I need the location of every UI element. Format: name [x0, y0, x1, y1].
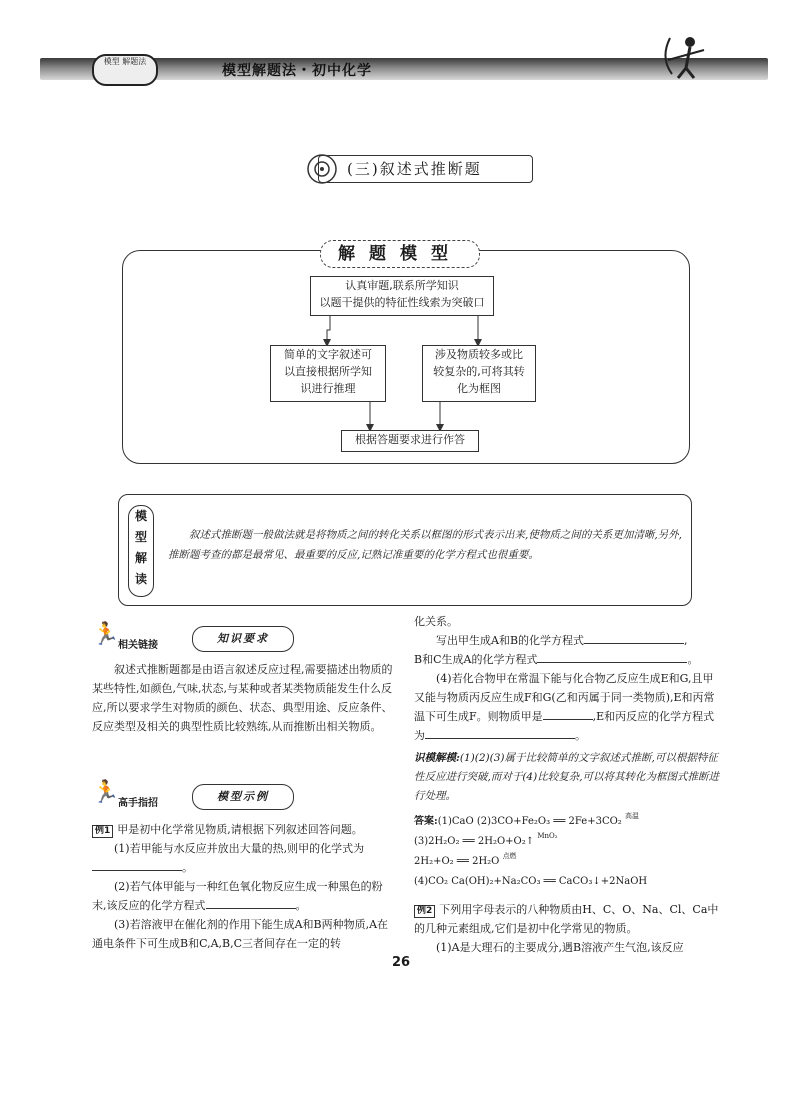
example1-num: 例1	[92, 825, 113, 838]
flowchart-arrows	[0, 0, 800, 470]
related-oval: 知识要求	[192, 626, 294, 652]
r1: 化关系。	[414, 615, 458, 628]
r4: (4)若化合物甲在常温下能与化合物乙反应生成E和G,且甲又能与物质丙反应生成F和G(乙和丙属于同一类物质),E和丙常温下可生成F。则物质甲是	[414, 672, 715, 723]
answer-blank[interactable]	[537, 650, 687, 663]
flow-text: 以直接根据所学知	[284, 365, 372, 378]
related-text: 叙述式推断题都是由语言叙述反应过程,需要描述出物质的某些特性,如颜色,气味,状态,与某种或者某类物质能发生什么反应,所以要求学生对物质的颜色、状态、典型用途、反应条件、反应类型及相关的典型性质比较熟练,从而推断出相关物质。	[92, 663, 393, 733]
flow-text: 认真审题,联系所学知识	[345, 279, 459, 292]
analysis-text: (1)(2)(3)属于比较简单的文字叙述式推断,可以根据特征性反应进行突破,而对于(4)比较复杂,可以将其转化为框图式推断进行处理。	[414, 752, 720, 802]
related-banner	[92, 622, 396, 652]
flow-text: 较复杂的,可将其转	[433, 365, 525, 378]
ans2: (3)2H₂O₂ ══ 2H₂O+O₂↑	[414, 836, 535, 847]
flow-step-review	[310, 276, 494, 316]
q1-part2: (2)若气体甲能与一种红色氧化物反应生成一种黑色的粉末,该反应的化学方程式	[92, 880, 383, 912]
page-number: 26	[392, 955, 411, 970]
runner-icon: 🏃	[92, 622, 120, 647]
example-label: 高手指招	[118, 798, 158, 809]
r4b: ,E和丙反应的化学方程式为	[414, 710, 715, 742]
example-oval: 模型示例	[192, 784, 294, 810]
runner-icon: 🏃	[92, 780, 120, 805]
model-title: 解题模型	[320, 240, 480, 268]
r3: B和C生成A的化学方程式	[414, 653, 538, 666]
example1-stem: 甲是初中化学常见物质,请根据下列叙述回答问题。	[117, 823, 363, 836]
flow-step-answer: 根据答题要求进行作答	[341, 430, 479, 452]
section-title: (三)叙述式推断题	[318, 155, 533, 183]
flow-text: 简单的文字叙述可	[284, 348, 372, 361]
header-badge-text: 模型 解题法	[103, 57, 147, 66]
related-text-block	[92, 660, 396, 736]
q1-part3: (3)若溶液甲在催化剂的作用下能生成A和B两种物质,A在通电条件下可生成B和C,A,B,C三者间存在一定的转	[92, 918, 389, 950]
answer-blank[interactable]	[92, 858, 182, 871]
flow-text: 化为框图	[457, 382, 501, 395]
answer-block	[414, 812, 720, 892]
flow-step-complex	[422, 345, 536, 402]
flow-step-simple	[270, 345, 386, 402]
flow-text: 以题干提供的特征性线索为突破口	[319, 296, 485, 309]
example-banner	[92, 780, 396, 810]
tag-char: 型	[134, 530, 147, 544]
interpretation-tag	[128, 505, 154, 597]
right-column: 化关系。 写出甲生成A和B的化学方程式 , B和C生成A的化学方程式 。 (4)若化合物甲在常温下能与化合物乙反应生成E和G,且甲又能与物质丙反应生成F和G(乙和丙属于同一类物质),E和丙常温下可生成F。则物质甲是 ,E和丙反应的化学方程式为 。 识模解模:(1)(2)(3)属于比较简单的文字叙述式推断,可以根据特征性反应进行突破,而对于(4)比较复杂,可以将其转化为框图式推断进行处理。 答案:(1)CaO (2)3CO+Fe₂O₃ ══ 2Fe+3CO₂ $^{高温}$ (3)2H₂O₂ ══ 2H₂O+O₂↑ $^{MnO_2}$ 2H₂+O₂ ══ 2H₂O $^{点燃}$ (4)CO₂ Ca(OH)₂+Na₂CO₃ ══ CaCO₃↓+2NaOH 例2 下列用字母表示的八种物质由H、C、O、Na、Cl、Ca中的几种元素组成,它们是初中化学常见的物质。 (1)A是大理石的主要成分,遇B溶液产生气泡,该反应	[414, 615, 720, 954]
ans3-cond: 点燃	[502, 852, 517, 860]
tag-char: 解	[134, 551, 147, 565]
answer-blank[interactable]	[543, 707, 593, 720]
example2-num: 例2	[414, 905, 435, 918]
related-label: 相关链接	[118, 640, 158, 651]
ans1: (1)CaO (2)3CO+Fe₂O₃ ══ 2Fe+3CO₂	[437, 816, 622, 827]
answer-blank[interactable]	[584, 631, 684, 644]
interpretation-text: 叙述式推断题一般做法就是将物质之间的转化关系以框图的形式表示出来,使物质之间的关系更加清晰,另外,推断题考查的都是最常见、最重要的反应,记熟记准重要的化学方程式也很重要。	[168, 529, 683, 561]
ans3: 2H₂+O₂ ══ 2H₂O	[414, 856, 500, 867]
q1-part1: (1)若甲能与水反应并放出大量的热,则甲的化学式为	[114, 842, 365, 855]
ans1-cond: 高温	[625, 812, 639, 820]
q2-part1: (1)A是大理石的主要成分,遇B溶液产生气泡,该反应	[436, 941, 684, 954]
flow-text: 涉及物质较多或比	[435, 348, 523, 361]
tag-char: 模	[134, 509, 147, 523]
ans4: (4)CO₂ Ca(OH)₂+Na₂CO₃ ══ CaCO₃↓+2NaOH	[414, 876, 648, 887]
tag-char: 读	[134, 572, 147, 586]
answer-blank[interactable]	[425, 726, 575, 739]
answer-label: 答案:	[414, 816, 438, 827]
analysis-label: 识模解模:	[414, 752, 460, 764]
example2-stem: 下列用字母表示的八种物质由H、C、O、Na、Cl、Ca中的几种元素组成,它们是初中化学常见的物质。	[414, 903, 719, 935]
r2: 写出甲生成A和B的化学方程式	[436, 634, 585, 647]
answer-blank[interactable]	[206, 896, 296, 909]
header-title: 模型解题法・初中化学	[222, 63, 372, 79]
ans2-cond: MnO₂	[537, 832, 558, 840]
example1-block: 例1 甲是初中化学常见物质,请根据下列叙述回答问题。 (1)若甲能与水反应并放出大量的热,则甲的化学式为 。 (2)若气体甲能与一种红色氧化物反应生成一种黑色的粉末,该反应的化学方程式 。 (3)若溶液甲在催化剂的作用下能生成A和B两种物质,A在通电条件下可生成B和C,A,B,C三者间存在一定的转	[92, 823, 389, 950]
flow-text: 识进行推理	[300, 382, 356, 395]
